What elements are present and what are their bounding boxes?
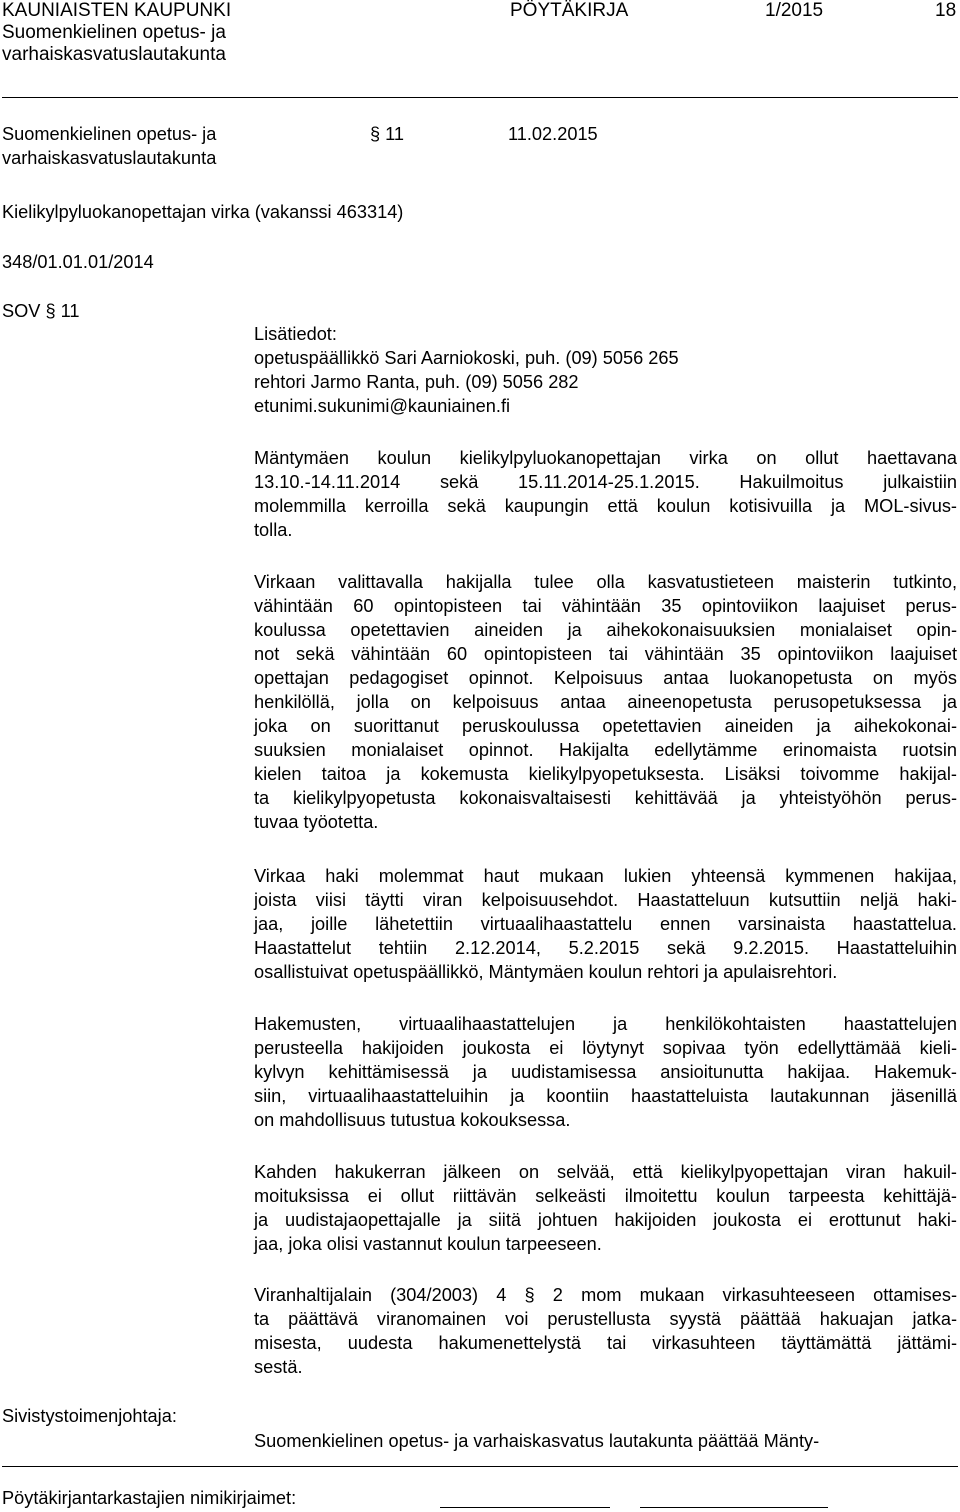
document-number: 1/2015 <box>765 0 824 21</box>
proposal-label: Sivistystoimenjohtaja: <box>2 1406 177 1426</box>
paragraph-line: tuvaa työotetta. <box>254 812 379 832</box>
paragraph-legal-basis <box>254 1283 957 1379</box>
paragraph-line: misesta, uudesta hakumenettelystä tai virkasuhteen täyttämättä jättämi- <box>254 1333 957 1353</box>
paragraph-announcement <box>254 446 957 542</box>
section-number: § 11 <box>370 124 405 144</box>
sov-reference: SOV § 11 <box>2 301 80 321</box>
contact-line: rehtori Jarmo Ranta, puh. (09) 5056 282 <box>254 372 579 392</box>
footer-label: Pöytäkirjantarkastajien nimikirjaimet: <box>2 1488 297 1508</box>
contact-heading: Lisätiedot: <box>254 324 337 344</box>
paragraph-line: not sekä vähintään 60 opintopisteen tai vähintään 35 opintoviikon laajuiset <box>254 644 957 664</box>
page-number: 18 <box>935 0 957 21</box>
paragraph-qualifications <box>254 570 957 834</box>
subject-title: Kielikylpyluokanopettajan virka (vakanssi 463314) <box>2 202 404 222</box>
contact-line: opetuspäällikkö Sari Aarniokoski, puh. (09) 5056 265 <box>254 348 679 368</box>
paragraph-line: Haastattelut tehtiin 2.12.2014, 5.2.2015 sekä 9.2.2015. Haastatteluihin <box>254 938 957 958</box>
paragraph-line: perusteella hakijoiden joukosta ei löytynyt sopivaa työn edellyttämää kieli- <box>254 1038 957 1058</box>
case-number: 348/01.01.01/2014 <box>2 252 154 272</box>
paragraph-line: joista viisi täytti viran kelpoisuusehdot. Haastatteluun kutsuttiin neljä haki- <box>254 890 957 910</box>
paragraph-line: kylvyn kehittämisessä ja uudistamisessa ansioitunutta hakijaa. Hakemuk- <box>254 1062 957 1082</box>
paragraph-line: osallistuivat opetuspäällikkö, Mäntymäen koulun rehtori ja apulaisrehtori. <box>254 962 838 982</box>
paragraph-line: 13.10.-14.11.2014 sekä 15.11.2014-25.1.2015. Hakuilmoitus julkaistiin <box>254 472 957 492</box>
paragraph-line: Hakemusten, virtuaalihaastattelujen ja henkilökohtaisten haastattelujen <box>254 1014 957 1034</box>
contact-email: etunimi.sukunimi@kauniainen.fi <box>254 396 511 416</box>
paragraph-line: molemmilla kerroilla sekä kaupungin että koulun kotisivuilla ja MOL-sivus- <box>254 496 957 516</box>
paragraph-line: henkilöllä, jolla on kelpoisuus antaa aineenopetusta perusopetuksessa ja <box>254 692 957 712</box>
board-name-line2: varhaiskasvatuslautakunta <box>2 148 217 168</box>
paragraph-line: jaa, joka olisi vastannut koulun tarpeeseen. <box>254 1234 602 1254</box>
org-unit-line2: varhaiskasvatuslautakunta <box>2 44 226 65</box>
paragraph-line: joka on suorittanut peruskoulussa opetettavien aineiden ja aihekokonai- <box>254 716 957 736</box>
paragraph-evaluation <box>254 1012 957 1132</box>
paragraph-line: opettajan pedagogiset opinnot. Kelpoisuus antaa luokanopetusta on myös <box>254 668 957 688</box>
paragraph-line: ta kielikylpyopetusta kokonaisvaltaisesti kehittävää ja yhteistyöhön perus- <box>254 788 957 808</box>
paragraph-line: Kahden hakukerran jälkeen on selvää, että kielikylpyopettajan viran hakuil- <box>254 1162 957 1182</box>
paragraph-line: kielen taitoa ja kokemusta kielikylpyopetuksesta. Lisäksi toivomme hakijal- <box>254 764 957 784</box>
paragraph-line: suuksien monialaiset opinnot. Hakijalta edellytämme erinomaista ruotsin <box>254 740 957 760</box>
footer-divider <box>2 1466 958 1467</box>
paragraph-line: vähintään 60 opintopisteen tai vähintään 35 opintoviikon laajuiset perus- <box>254 596 957 616</box>
header-divider <box>2 97 958 98</box>
paragraph-line: ta päättävä viranomainen voi perustellusta syystä päättää hakuajan jatka- <box>254 1309 957 1329</box>
org-unit-line1: Suomenkielinen opetus- ja <box>2 22 226 43</box>
paragraph-line: Viranhaltijalain (304/2003) 4 § 2 mom mukaan virkasuhteeseen ottamises- <box>254 1285 957 1305</box>
paragraph-line: tolla. <box>254 520 293 540</box>
paragraph-line: sestä. <box>254 1357 303 1377</box>
paragraph-conclusion <box>254 1160 957 1256</box>
signature-line <box>440 1507 610 1508</box>
document-type: PÖYTÄKIRJA <box>510 0 629 21</box>
paragraph-line: Virkaan valittavalla hakijalla tulee olla kasvatustieteen maisterin tutkinto, <box>254 572 957 592</box>
paragraph-line: Virkaa haki molemmat haut mukaan lukien yhteensä kymmenen hakijaa, <box>254 866 957 886</box>
paragraph-applicants <box>254 864 957 984</box>
paragraph-line: moituksissa ei ollut riittävän selkeästi ilmoitettu koulun tarpeesta kehittäjä- <box>254 1186 957 1206</box>
proposal-text: Suomenkielinen opetus- ja varhaiskasvatus lautakunta päättää Mänty- <box>254 1431 820 1451</box>
paragraph-line: Mäntymäen koulun kielikylpyluokanopettajan virka on ollut haettavana <box>254 448 957 468</box>
signature-line <box>640 1507 828 1508</box>
paragraph-line: koulussa opetettavien aineiden ja aihekokonaisuuksien monialaiset opin- <box>254 620 957 640</box>
org-name: KAUNIAISTEN KAUPUNKI <box>2 0 232 21</box>
paragraph-line: ja uudistajaopettajalle ja siitä johtuen hakijoiden joukosta ei erottunut haki- <box>254 1210 957 1230</box>
board-name-line1: Suomenkielinen opetus- ja <box>2 124 217 144</box>
paragraph-line: jaa, joille lähetettiin virtuaalihaastattelu ennen varsinaista haastattelua. <box>254 914 957 934</box>
paragraph-line: on mahdollisuus tutustua kokouksessa. <box>254 1110 571 1130</box>
paragraph-line: siin, virtuaalihaastatteluihin ja koontiin haastatteluista lautakunnan jäsenillä <box>254 1086 957 1106</box>
contact-info <box>254 322 957 418</box>
meeting-date: 11.02.2015 <box>508 124 598 144</box>
